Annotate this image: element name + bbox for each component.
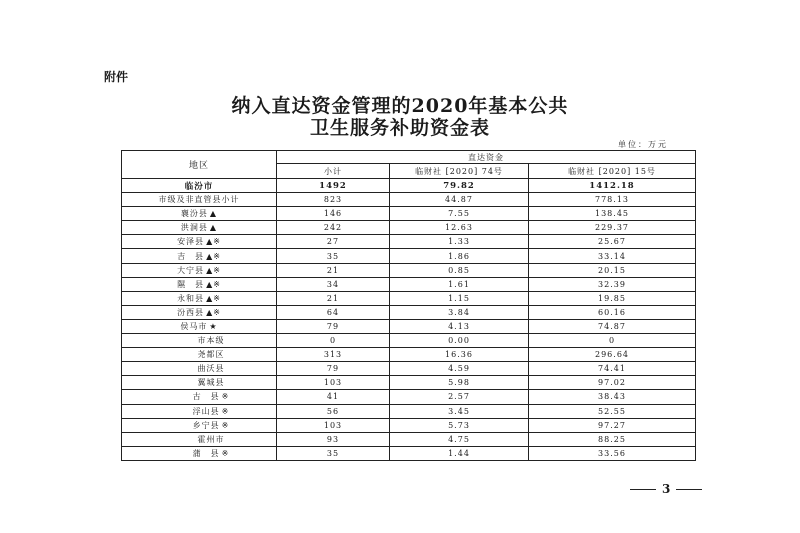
region-name: 侯马市 xyxy=(180,321,208,331)
region-name: 大宁县 xyxy=(177,265,205,275)
region-mark: ※ xyxy=(221,448,230,458)
header-direct-funds: 直达资金 xyxy=(277,151,696,164)
doc-74-cell: 4.59 xyxy=(390,362,529,376)
doc-15-cell: 229.37 xyxy=(529,221,696,235)
region-name: 古 县 xyxy=(192,392,220,402)
region-name-cell xyxy=(122,193,277,207)
page-number-dash-right xyxy=(676,489,702,490)
header-row-1 xyxy=(122,151,696,164)
doc-15-cell: 88.25 xyxy=(529,432,696,446)
doc-74-cell: 5.73 xyxy=(390,418,529,432)
table-row xyxy=(122,305,696,319)
region-mark: ▲※ xyxy=(206,237,221,247)
doc-74-cell: 0.00 xyxy=(390,334,529,348)
region-name: 霍州市 xyxy=(197,434,225,444)
header-doc-15: 临财社 [2020] 15号 xyxy=(529,164,696,179)
table-row xyxy=(122,193,696,207)
region-name-cell xyxy=(122,179,277,193)
region-name-cell xyxy=(122,291,277,305)
header-region: 地区 xyxy=(122,151,277,179)
table-row xyxy=(122,432,696,446)
region-name: 隰 县 xyxy=(177,279,205,289)
doc-74-cell: 7.55 xyxy=(390,207,529,221)
doc-74-cell: 1.86 xyxy=(390,249,529,263)
table-row xyxy=(122,348,696,362)
table-row xyxy=(122,291,696,305)
header-doc-74: 临财社 [2020] 74号 xyxy=(390,164,529,179)
subtotal-cell: 1492 xyxy=(277,179,390,193)
region-mark: ▲ xyxy=(209,209,218,219)
doc-15-cell: 38.43 xyxy=(529,390,696,404)
table-row xyxy=(122,418,696,432)
table-row xyxy=(122,376,696,390)
subtotal-cell: 21 xyxy=(277,291,390,305)
subtotal-cell: 93 xyxy=(277,432,390,446)
doc-15-cell: 1412.18 xyxy=(529,179,696,193)
doc-15-cell: 0 xyxy=(529,334,696,348)
doc-74-cell: 79.82 xyxy=(390,179,529,193)
title-line-2: 卫生服务补助资金表 xyxy=(309,117,490,139)
doc-15-cell: 19.85 xyxy=(529,291,696,305)
doc-15-cell: 296.64 xyxy=(529,348,696,362)
doc-74-cell: 1.61 xyxy=(390,277,529,291)
doc-15-cell: 25.67 xyxy=(529,235,696,249)
region-name-cell xyxy=(122,376,277,390)
doc-15-cell: 20.15 xyxy=(529,263,696,277)
subtotal-cell: 27 xyxy=(277,235,390,249)
region-name: 安泽县 xyxy=(177,237,205,247)
region-name: 浮山县 xyxy=(192,406,220,416)
subtotal-cell: 64 xyxy=(277,305,390,319)
subtotal-cell: 146 xyxy=(277,207,390,221)
doc-74-cell: 4.75 xyxy=(390,432,529,446)
doc-74-cell: 0.85 xyxy=(390,263,529,277)
region-name-cell xyxy=(122,446,277,460)
table-row xyxy=(122,319,696,333)
region-name: 永和县 xyxy=(177,293,205,303)
doc-15-cell: 74.41 xyxy=(529,362,696,376)
region-mark: ▲※ xyxy=(206,293,221,303)
doc-15-cell: 33.14 xyxy=(529,249,696,263)
region-name-cell xyxy=(122,249,277,263)
doc-15-cell: 33.56 xyxy=(529,446,696,460)
header-subtotal: 小计 xyxy=(277,164,390,179)
region-name-cell xyxy=(122,319,277,333)
region-mark: ▲※ xyxy=(206,279,221,289)
region-name: 翼城县 xyxy=(197,378,225,388)
region-name: 洪洞县 xyxy=(180,223,208,233)
region-mark: ※ xyxy=(221,392,230,402)
table-row xyxy=(122,263,696,277)
region-name-cell xyxy=(122,263,277,277)
table-row xyxy=(122,179,696,193)
region-name-cell xyxy=(122,390,277,404)
doc-74-cell: 1.44 xyxy=(390,446,529,460)
region-name-cell xyxy=(122,348,277,362)
subtotal-cell: 56 xyxy=(277,404,390,418)
page-number xyxy=(624,482,708,496)
doc-15-cell: 32.39 xyxy=(529,277,696,291)
title-line-1: 纳入直达资金管理的2020年基本公共 xyxy=(231,95,569,117)
doc-74-cell: 4.13 xyxy=(390,319,529,333)
subtotal-cell: 41 xyxy=(277,390,390,404)
table-row xyxy=(122,334,696,348)
doc-74-cell: 3.45 xyxy=(390,404,529,418)
region-name-cell xyxy=(122,362,277,376)
doc-74-cell: 16.36 xyxy=(390,348,529,362)
region-name-cell xyxy=(122,207,277,221)
funds-table-body xyxy=(122,151,696,461)
funds-table xyxy=(121,150,696,461)
subtotal-cell: 21 xyxy=(277,263,390,277)
table-row xyxy=(122,277,696,291)
region-name-cell xyxy=(122,305,277,319)
doc-15-cell: 74.87 xyxy=(529,319,696,333)
doc-74-cell: 1.33 xyxy=(390,235,529,249)
doc-15-cell: 97.27 xyxy=(529,418,696,432)
doc-74-cell: 3.84 xyxy=(390,305,529,319)
region-mark: ▲※ xyxy=(206,307,221,317)
region-name: 蒲 县 xyxy=(192,448,220,458)
table-row xyxy=(122,249,696,263)
doc-15-cell: 52.55 xyxy=(529,404,696,418)
doc-74-cell: 12.63 xyxy=(390,221,529,235)
region-name-cell xyxy=(122,277,277,291)
region-mark: ▲※ xyxy=(206,251,221,261)
region-mark: ★ xyxy=(209,321,218,331)
subtotal-cell: 103 xyxy=(277,418,390,432)
subtotal-cell: 34 xyxy=(277,277,390,291)
subtotal-cell: 823 xyxy=(277,193,390,207)
region-mark: ※ xyxy=(221,420,230,430)
table-row xyxy=(122,446,696,460)
region-name-cell xyxy=(122,235,277,249)
table-row xyxy=(122,362,696,376)
unit-label: 单位：万元 xyxy=(618,140,668,149)
subtotal-cell: 242 xyxy=(277,221,390,235)
doc-74-cell: 5.98 xyxy=(390,376,529,390)
region-name: 临汾市 xyxy=(184,181,214,192)
region-name-cell xyxy=(122,418,277,432)
subtotal-cell: 103 xyxy=(277,376,390,390)
region-mark: ※ xyxy=(221,406,230,416)
subtotal-cell: 313 xyxy=(277,348,390,362)
page-number-dash-left xyxy=(630,489,656,490)
region-name: 汾西县 xyxy=(177,307,205,317)
page-number-value: 3 xyxy=(662,482,671,496)
region-name: 曲沃县 xyxy=(197,364,225,374)
region-name: 吉 县 xyxy=(177,251,205,261)
table-row xyxy=(122,207,696,221)
table-row xyxy=(122,404,696,418)
region-name-cell xyxy=(122,432,277,446)
region-mark: ▲ xyxy=(209,223,218,233)
region-name-cell xyxy=(122,404,277,418)
subtotal-cell: 35 xyxy=(277,249,390,263)
doc-15-cell: 97.02 xyxy=(529,376,696,390)
doc-15-cell: 778.13 xyxy=(529,193,696,207)
subtotal-cell: 79 xyxy=(277,319,390,333)
subtotal-cell: 0 xyxy=(277,334,390,348)
annex-label: 附件 xyxy=(104,70,129,84)
region-name-cell xyxy=(122,221,277,235)
table-row xyxy=(122,390,696,404)
doc-74-cell: 44.87 xyxy=(390,193,529,207)
doc-15-cell: 138.45 xyxy=(529,207,696,221)
region-name-cell xyxy=(122,334,277,348)
region-name: 乡宁县 xyxy=(192,420,220,430)
table-row xyxy=(122,235,696,249)
doc-74-cell: 1.15 xyxy=(390,291,529,305)
region-name: 尧都区 xyxy=(197,350,225,360)
doc-15-cell: 60.16 xyxy=(529,305,696,319)
doc-74-cell: 2.57 xyxy=(390,390,529,404)
table-row xyxy=(122,221,696,235)
region-name: 市本级 xyxy=(197,336,225,346)
region-name: 襄汾县 xyxy=(180,209,208,219)
subtotal-cell: 35 xyxy=(277,446,390,460)
region-name: 市级及非直管县小计 xyxy=(158,195,240,205)
subtotal-cell: 79 xyxy=(277,362,390,376)
region-mark: ▲※ xyxy=(206,265,221,275)
